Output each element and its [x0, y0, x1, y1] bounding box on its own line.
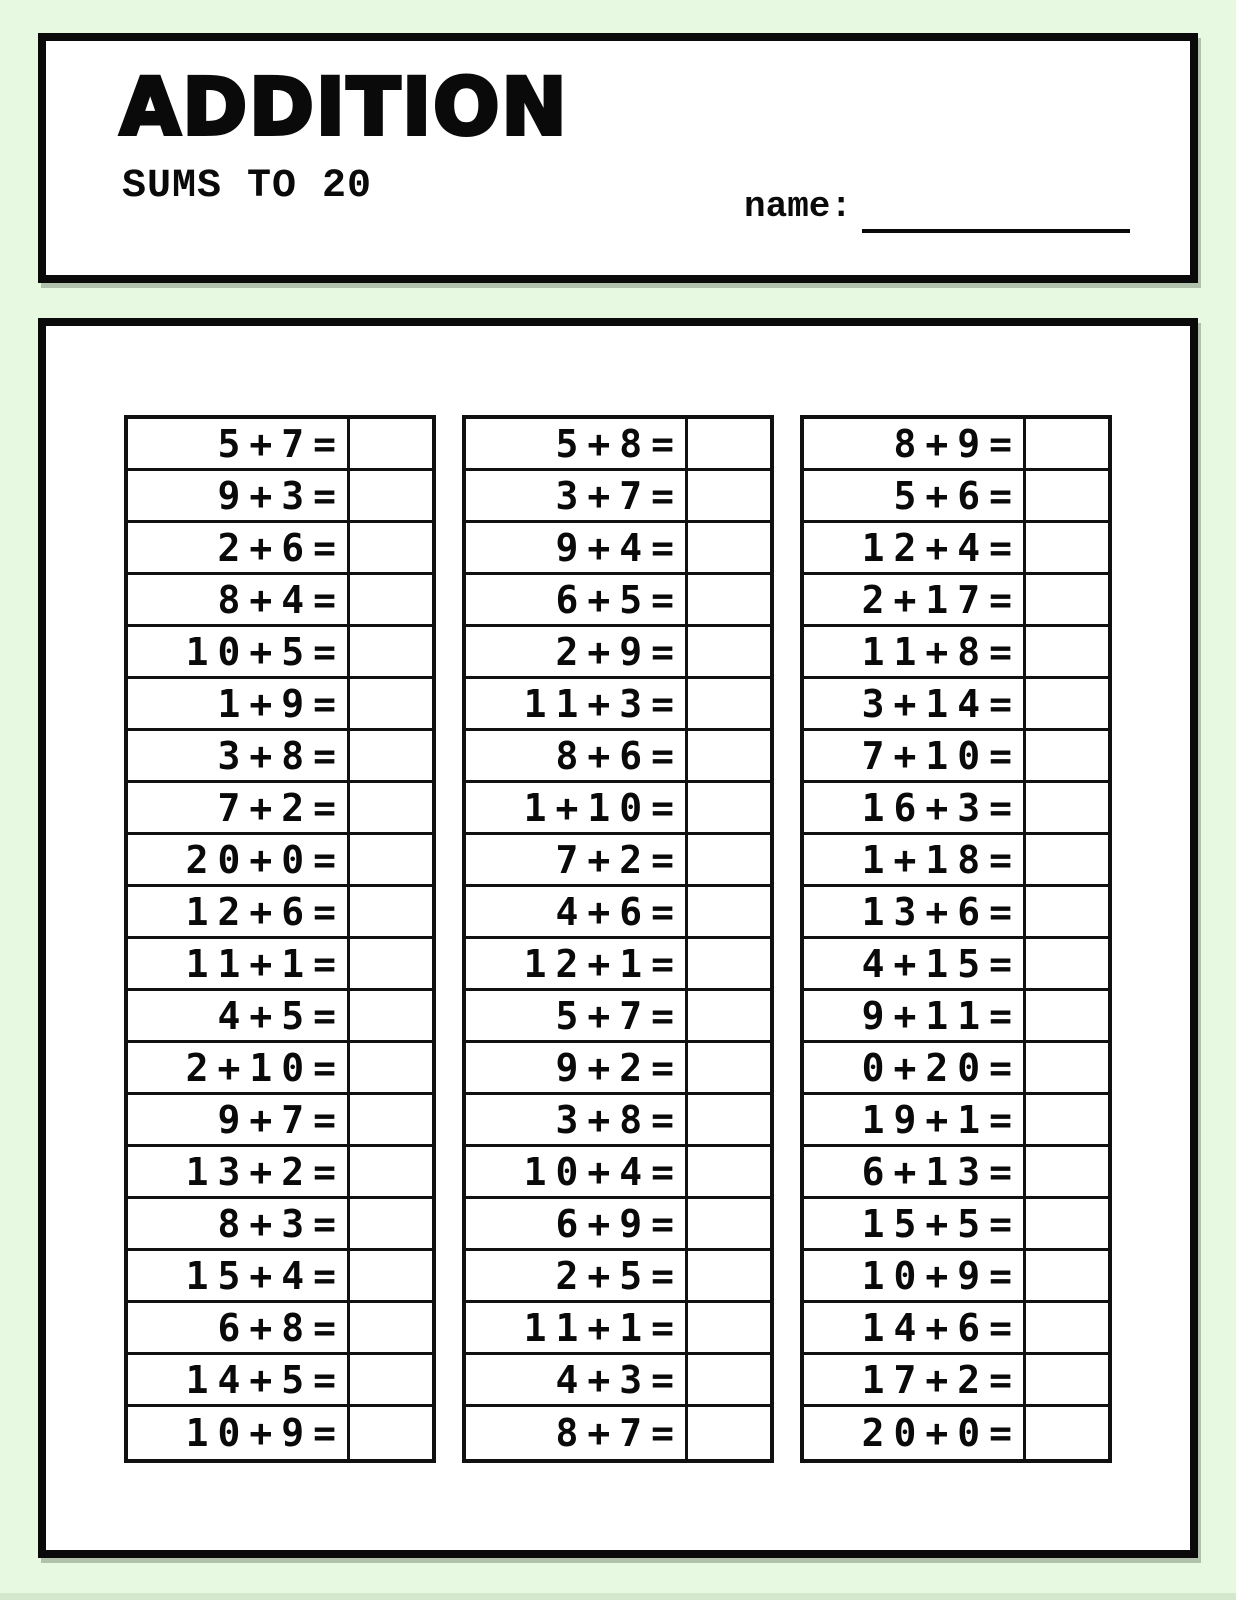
- answer-box[interactable]: [1026, 575, 1108, 624]
- problem-row: [466, 939, 770, 991]
- problem-text: 9+7=: [128, 1095, 350, 1144]
- answer-box[interactable]: [1026, 679, 1108, 728]
- problem-row: [128, 575, 432, 627]
- problem-row: [128, 471, 432, 523]
- page-subtitle: SUMS TO 20: [122, 164, 373, 209]
- answer-box[interactable]: [1026, 471, 1108, 520]
- problem-text: 8+3=: [128, 1199, 350, 1248]
- problem-row: [466, 835, 770, 887]
- worksheet-box: [38, 318, 1198, 1558]
- problem-row: [128, 679, 432, 731]
- answer-box[interactable]: [350, 1251, 432, 1300]
- problem-row: [128, 1095, 432, 1147]
- answer-box[interactable]: [688, 1251, 770, 1300]
- problem-text: 7+2=: [128, 783, 350, 832]
- answer-box[interactable]: [688, 1199, 770, 1248]
- name-label: name:: [744, 186, 853, 227]
- answer-box[interactable]: [1026, 419, 1108, 468]
- problem-row: [804, 1355, 1108, 1407]
- answer-box[interactable]: [1026, 1355, 1108, 1404]
- answer-box[interactable]: [350, 575, 432, 624]
- problem-row: [804, 731, 1108, 783]
- answer-box[interactable]: [350, 887, 432, 936]
- problem-text: 4+6=: [466, 887, 688, 936]
- problem-text: 3+7=: [466, 471, 688, 520]
- problem-text: 20+0=: [804, 1407, 1026, 1459]
- problem-text: 9+4=: [466, 523, 688, 572]
- answer-box[interactable]: [688, 1407, 770, 1459]
- problem-text: 8+4=: [128, 575, 350, 624]
- problem-row: [128, 627, 432, 679]
- problem-text: 2+6=: [128, 523, 350, 572]
- problem-row: [804, 1199, 1108, 1251]
- answer-box[interactable]: [1026, 1043, 1108, 1092]
- problem-text: 7+2=: [466, 835, 688, 884]
- answer-box[interactable]: [688, 679, 770, 728]
- problem-text: 8+9=: [804, 419, 1026, 468]
- answer-box[interactable]: [350, 1407, 432, 1459]
- problem-row: [804, 1407, 1108, 1459]
- problem-text: 11+1=: [128, 939, 350, 988]
- answer-box[interactable]: [688, 939, 770, 988]
- problem-row: [128, 783, 432, 835]
- answer-box[interactable]: [350, 627, 432, 676]
- problem-row: [804, 887, 1108, 939]
- answer-box[interactable]: [350, 783, 432, 832]
- problem-text: 5+8=: [466, 419, 688, 468]
- problem-text: 4+15=: [804, 939, 1026, 988]
- problem-text: 2+10=: [128, 1043, 350, 1092]
- answer-box[interactable]: [1026, 731, 1108, 780]
- answer-box[interactable]: [350, 1095, 432, 1144]
- problem-text: 9+3=: [128, 471, 350, 520]
- problem-text: 14+5=: [128, 1355, 350, 1404]
- problem-text: 6+5=: [466, 575, 688, 624]
- header-box: [38, 33, 1198, 283]
- problem-text: 19+1=: [804, 1095, 1026, 1144]
- problem-row: [128, 1199, 432, 1251]
- problem-text: 10+4=: [466, 1147, 688, 1196]
- answer-box[interactable]: [1026, 783, 1108, 832]
- problem-row: [804, 1303, 1108, 1355]
- answer-box[interactable]: [688, 1303, 770, 1352]
- problem-row: [804, 419, 1108, 471]
- answer-box[interactable]: [688, 887, 770, 936]
- problem-row: [128, 939, 432, 991]
- answer-box[interactable]: [688, 991, 770, 1040]
- problem-text: 3+8=: [466, 1095, 688, 1144]
- problem-row: [804, 991, 1108, 1043]
- answer-box[interactable]: [350, 679, 432, 728]
- problem-row: [128, 419, 432, 471]
- answer-box[interactable]: [688, 523, 770, 572]
- problem-row: [128, 1251, 432, 1303]
- problem-row: [804, 679, 1108, 731]
- answer-box[interactable]: [350, 471, 432, 520]
- problem-row: [128, 1303, 432, 1355]
- page-title: ADDITION: [120, 63, 569, 153]
- problem-row: [804, 1095, 1108, 1147]
- problem-text: 17+2=: [804, 1355, 1026, 1404]
- problem-text: 13+6=: [804, 887, 1026, 936]
- problem-row: [128, 835, 432, 887]
- problem-table-2: [462, 415, 774, 1463]
- answer-box[interactable]: [688, 419, 770, 468]
- answer-box[interactable]: [1026, 627, 1108, 676]
- problem-text: 9+2=: [466, 1043, 688, 1092]
- answer-box[interactable]: [350, 523, 432, 572]
- answer-box[interactable]: [688, 1095, 770, 1144]
- problem-text: 10+5=: [128, 627, 350, 676]
- answer-box[interactable]: [1026, 991, 1108, 1040]
- answer-box[interactable]: [350, 1303, 432, 1352]
- problem-text: 2+5=: [466, 1251, 688, 1300]
- problem-row: [466, 471, 770, 523]
- problem-row: [466, 887, 770, 939]
- problem-row: [804, 783, 1108, 835]
- answer-box[interactable]: [688, 1147, 770, 1196]
- problem-row: [804, 1147, 1108, 1199]
- problem-row: [466, 1095, 770, 1147]
- name-input-line[interactable]: [862, 229, 1130, 233]
- answer-box[interactable]: [688, 731, 770, 780]
- problem-row: [466, 627, 770, 679]
- problem-columns: [46, 415, 1190, 1463]
- problem-table-1: [124, 415, 436, 1463]
- problem-text: 8+7=: [466, 1407, 688, 1459]
- problem-row: [466, 1303, 770, 1355]
- answer-box[interactable]: [350, 991, 432, 1040]
- problem-text: 10+9=: [128, 1407, 350, 1459]
- problem-text: 8+6=: [466, 731, 688, 780]
- problem-row: [128, 887, 432, 939]
- problem-text: 15+5=: [804, 1199, 1026, 1248]
- problem-row: [804, 627, 1108, 679]
- answer-box[interactable]: [688, 835, 770, 884]
- problem-table-3: [800, 415, 1112, 1463]
- answer-box[interactable]: [350, 1355, 432, 1404]
- problem-text: 1+18=: [804, 835, 1026, 884]
- problem-row: [466, 1147, 770, 1199]
- problem-row: [466, 991, 770, 1043]
- problem-row: [804, 835, 1108, 887]
- page-bottom-edge: [0, 1593, 1236, 1600]
- problem-text: 5+7=: [128, 419, 350, 468]
- answer-box[interactable]: [688, 575, 770, 624]
- problem-row: [466, 1407, 770, 1459]
- problem-text: 14+6=: [804, 1303, 1026, 1352]
- answer-box[interactable]: [1026, 887, 1108, 936]
- problem-row: [804, 1043, 1108, 1095]
- problem-text: 4+5=: [128, 991, 350, 1040]
- answer-box[interactable]: [350, 835, 432, 884]
- problem-text: 6+9=: [466, 1199, 688, 1248]
- problem-row: [466, 575, 770, 627]
- answer-box[interactable]: [1026, 1251, 1108, 1300]
- problem-row: [804, 471, 1108, 523]
- problem-text: 5+6=: [804, 471, 1026, 520]
- problem-text: 0+20=: [804, 1043, 1026, 1092]
- answer-box[interactable]: [1026, 1147, 1108, 1196]
- answer-box[interactable]: [1026, 1199, 1108, 1248]
- problem-row: [466, 1355, 770, 1407]
- answer-box[interactable]: [688, 1043, 770, 1092]
- answer-box[interactable]: [688, 627, 770, 676]
- problem-row: [128, 1147, 432, 1199]
- problem-text: 12+4=: [804, 523, 1026, 572]
- problem-text: 9+11=: [804, 991, 1026, 1040]
- answer-box[interactable]: [688, 783, 770, 832]
- problem-row: [466, 731, 770, 783]
- problem-text: 2+17=: [804, 575, 1026, 624]
- problem-text: 20+0=: [128, 835, 350, 884]
- problem-text: 2+9=: [466, 627, 688, 676]
- problem-text: 1+10=: [466, 783, 688, 832]
- problem-row: [128, 731, 432, 783]
- answer-box[interactable]: [1026, 835, 1108, 884]
- problem-text: 10+9=: [804, 1251, 1026, 1300]
- problem-text: 7+10=: [804, 731, 1026, 780]
- problem-text: 13+2=: [128, 1147, 350, 1196]
- answer-box[interactable]: [1026, 523, 1108, 572]
- problem-text: 11+3=: [466, 679, 688, 728]
- answer-box[interactable]: [350, 1043, 432, 1092]
- problem-row: [804, 939, 1108, 991]
- problem-text: 1+9=: [128, 679, 350, 728]
- problem-row: [804, 1251, 1108, 1303]
- answer-box[interactable]: [688, 471, 770, 520]
- problem-row: [128, 1043, 432, 1095]
- problem-text: 16+3=: [804, 783, 1026, 832]
- answer-box[interactable]: [350, 731, 432, 780]
- problem-text: 12+6=: [128, 887, 350, 936]
- problem-text: 11+8=: [804, 627, 1026, 676]
- name-row: [744, 186, 1130, 233]
- problem-text: 12+1=: [466, 939, 688, 988]
- problem-text: 6+8=: [128, 1303, 350, 1352]
- answer-box[interactable]: [350, 419, 432, 468]
- problem-text: 3+14=: [804, 679, 1026, 728]
- problem-row: [128, 1407, 432, 1459]
- answer-box[interactable]: [1026, 1407, 1108, 1459]
- problem-row: [804, 523, 1108, 575]
- problem-text: 6+13=: [804, 1147, 1026, 1196]
- problem-row: [128, 1355, 432, 1407]
- problem-row: [466, 783, 770, 835]
- problem-text: 11+1=: [466, 1303, 688, 1352]
- answer-box[interactable]: [350, 1147, 432, 1196]
- answer-box[interactable]: [1026, 1095, 1108, 1144]
- problem-row: [804, 575, 1108, 627]
- answer-box[interactable]: [350, 939, 432, 988]
- problem-row: [466, 419, 770, 471]
- problem-text: 15+4=: [128, 1251, 350, 1300]
- problem-text: 3+8=: [128, 731, 350, 780]
- problem-text: 5+7=: [466, 991, 688, 1040]
- problem-row: [466, 1251, 770, 1303]
- answer-box[interactable]: [350, 1199, 432, 1248]
- problem-row: [466, 523, 770, 575]
- problem-row: [466, 1043, 770, 1095]
- answer-box[interactable]: [1026, 1303, 1108, 1352]
- problem-row: [128, 523, 432, 575]
- problem-row: [466, 1199, 770, 1251]
- answer-box[interactable]: [1026, 939, 1108, 988]
- problem-row: [128, 991, 432, 1043]
- answer-box[interactable]: [688, 1355, 770, 1404]
- problem-row: [466, 679, 770, 731]
- problem-text: 4+3=: [466, 1355, 688, 1404]
